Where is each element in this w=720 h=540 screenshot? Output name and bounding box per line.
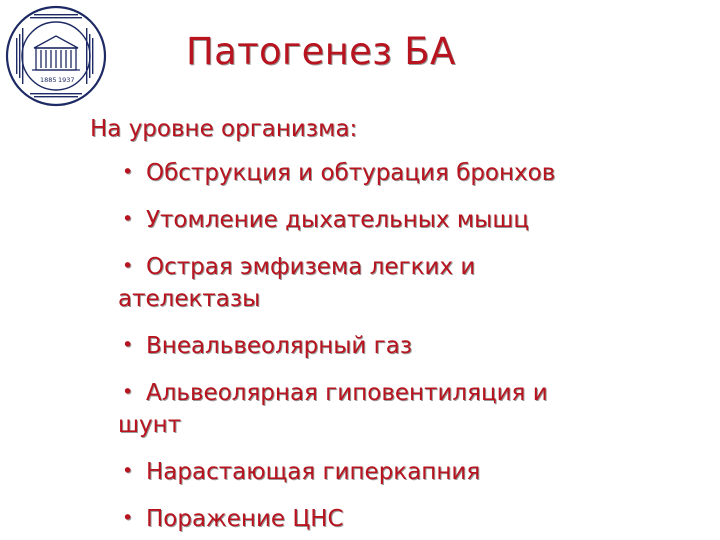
list-item-text: Альвеолярная гиповентиляция и шунт	[118, 380, 548, 438]
page-title: Патогенез БА	[186, 30, 456, 73]
list-item	[118, 203, 678, 236]
list-item	[118, 376, 678, 441]
bullet-icon: •	[122, 161, 134, 183]
list-item-text: Внеальвеолярный газ	[146, 333, 413, 359]
list-item-text: Нарастающая гиперкапния	[146, 459, 481, 485]
bullet-icon: •	[122, 334, 134, 356]
list-item	[118, 156, 678, 189]
section-subtitle: На уровне организма:	[90, 116, 358, 142]
list-item-text: Поражение ЦНС	[146, 506, 344, 532]
bullet-icon: •	[122, 255, 134, 277]
bullet-icon: •	[122, 208, 134, 230]
logo-year-right: 1937	[58, 76, 75, 84]
list-item	[118, 455, 678, 488]
logo-year-left: 1885	[40, 76, 57, 84]
list-item	[118, 329, 678, 362]
university-seal-icon	[4, 4, 108, 108]
list-item-text: Острая эмфизема легких и ателектазы	[118, 254, 476, 312]
bullet-icon: •	[122, 460, 134, 482]
bullet-icon: •	[122, 381, 134, 403]
list-item	[118, 502, 678, 535]
bullet-list	[118, 156, 678, 540]
list-item-text: Утомление дыхательных мышц	[146, 207, 530, 233]
bullet-icon: •	[122, 507, 134, 529]
list-item	[118, 250, 678, 315]
list-item-text: Обструкция и обтурация бронхов	[146, 160, 556, 186]
